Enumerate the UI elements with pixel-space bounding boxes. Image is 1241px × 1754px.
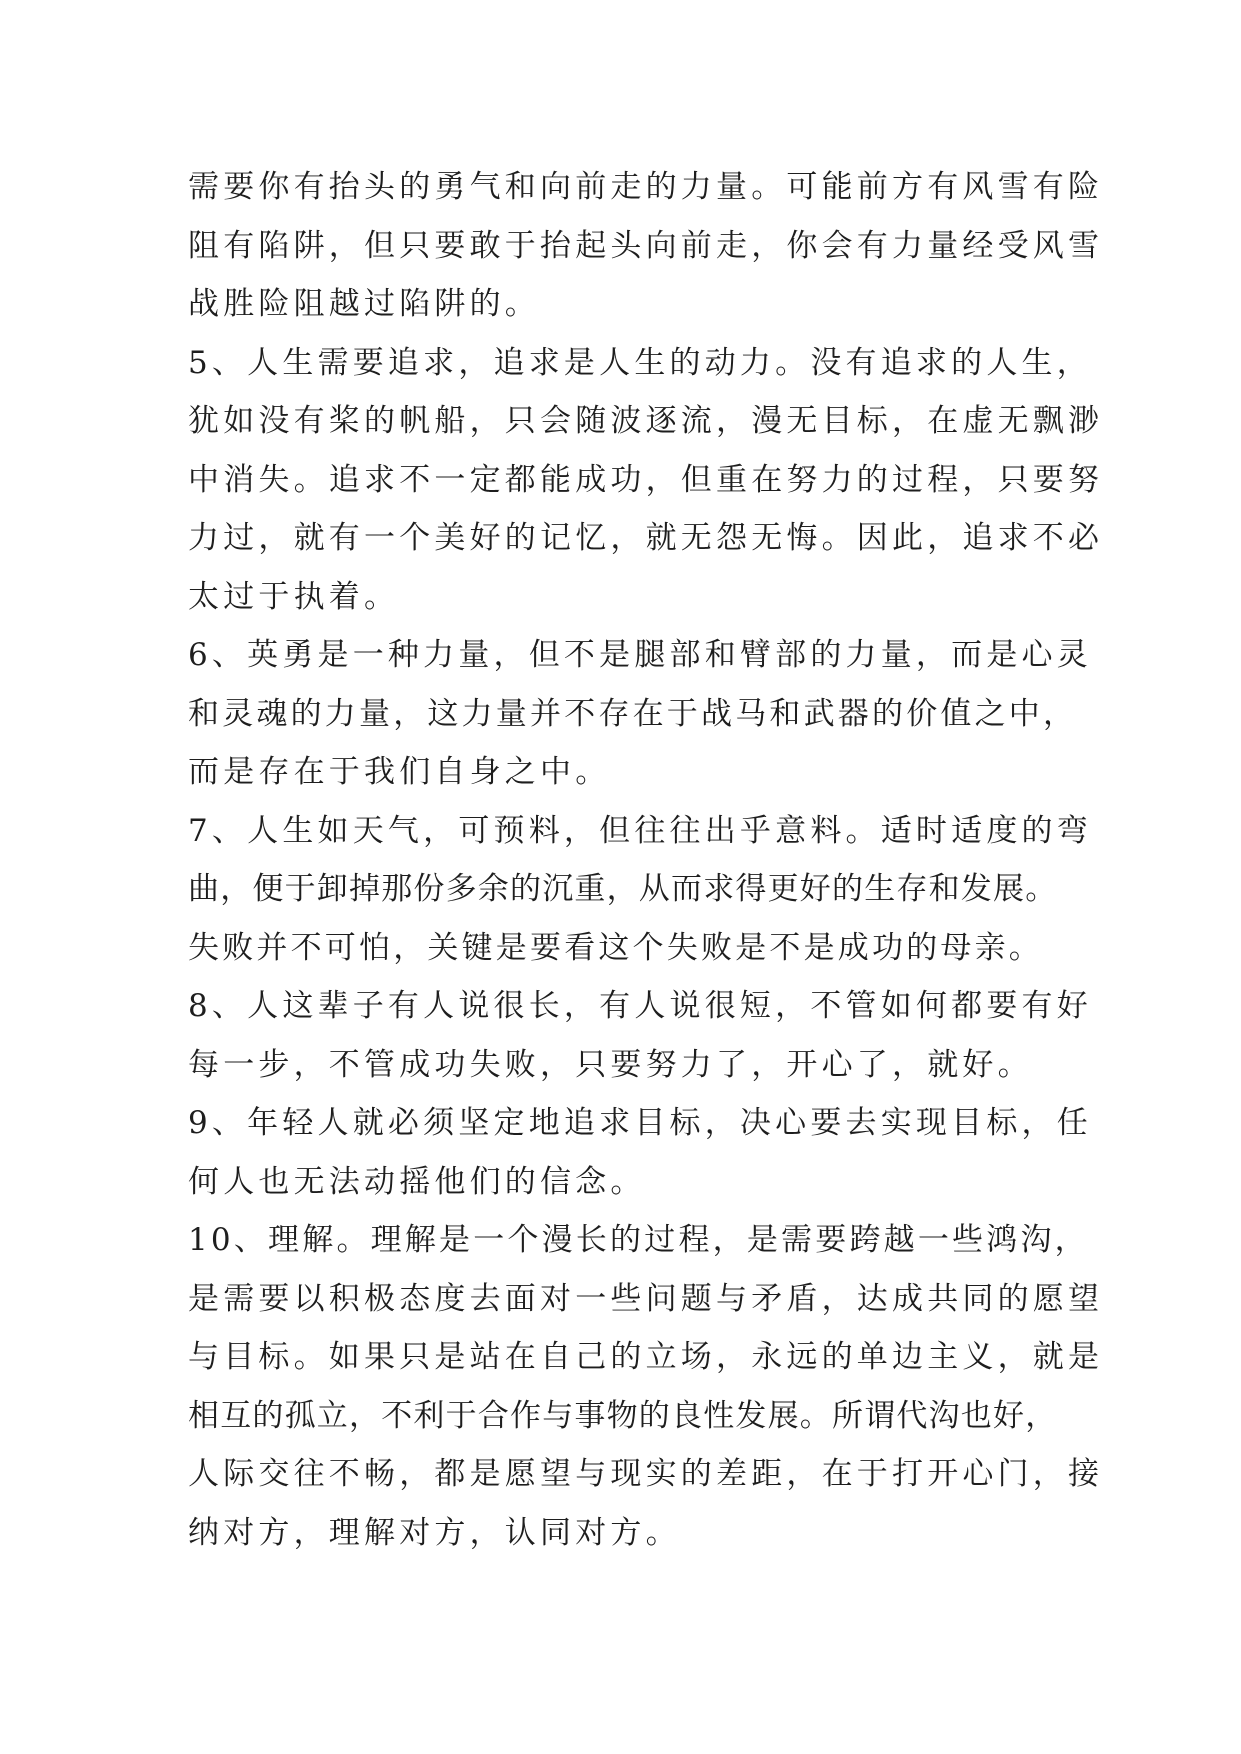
text-line: 相互的孤立，不利于合作与事物的良性发展。所谓代沟也好， xyxy=(188,1397,1058,1434)
text-line: 7、人生如天气，可预料，但往往出乎意料。适时适度的弯 xyxy=(188,812,1092,849)
text-line: 和灵魂的力量，这力量并不存在于战马和武器的价值之中， xyxy=(188,695,1078,732)
text-line: 何人也无法动摇他们的信念。 xyxy=(188,1163,646,1200)
text-line: 战胜险阻越过陷阱的。 xyxy=(188,286,540,322)
text-line: 阻有陷阱，但只要敢于抬起头向前走，你会有力量经受风雪 xyxy=(188,227,1104,264)
text-line: 曲，便于卸掉那份多余的沉重，从而求得更好的生存和发展。 xyxy=(188,871,1058,907)
text-line: 是需要以积极态度去面对一些问题与矛盾，达成共同的愿望 xyxy=(188,1280,1104,1317)
text-line: 6、英勇是一种力量，但不是腿部和臂部的力量，而是心灵 xyxy=(188,637,1092,673)
text-line: 5、人生需要追求，追求是人生的动力。没有追求的人生， xyxy=(188,344,1092,381)
text-line: 力过，就有一个美好的记忆，就无怨无悔。因此，追求不必 xyxy=(188,520,1104,556)
text-line: 而是存在于我们自身之中。 xyxy=(188,754,611,790)
text-line: 失败并不可怕，关键是要看这个失败是不是成功的母亲。 xyxy=(188,929,1043,966)
body-text xyxy=(188,158,1104,1562)
text-line: 人际交往不畅，都是愿望与现实的差距，在于打开心门，接 xyxy=(188,1456,1104,1492)
text-line: 8、人这辈子有人说很长，有人说很短，不管如何都要有好 xyxy=(188,988,1092,1024)
text-line: 与目标。如果只是站在自己的立场，永远的单边主义，就是 xyxy=(188,1339,1104,1375)
text-line: 中消失。追求不一定都能成功，但重在努力的过程，只要努 xyxy=(188,461,1104,498)
text-line: 纳对方，理解对方，认同对方。 xyxy=(188,1514,681,1551)
text-line: 太过于执着。 xyxy=(188,578,400,615)
text-line: 需要你有抬头的勇气和向前走的力量。可能前方有风雪有险 xyxy=(188,169,1104,205)
text-line: 9、年轻人就必须坚定地追求目标，决心要去实现目标，任 xyxy=(188,1105,1092,1141)
text-line: 10、理解。理解是一个漫长的过程，是需要跨越一些鸿沟， xyxy=(188,1222,1089,1258)
text-line: 犹如没有桨的帆船，只会随波逐流，漫无目标，在虚无飘渺 xyxy=(188,403,1104,439)
text-line: 每一步，不管成功失败，只要努力了，开心了，就好。 xyxy=(188,1046,1033,1083)
